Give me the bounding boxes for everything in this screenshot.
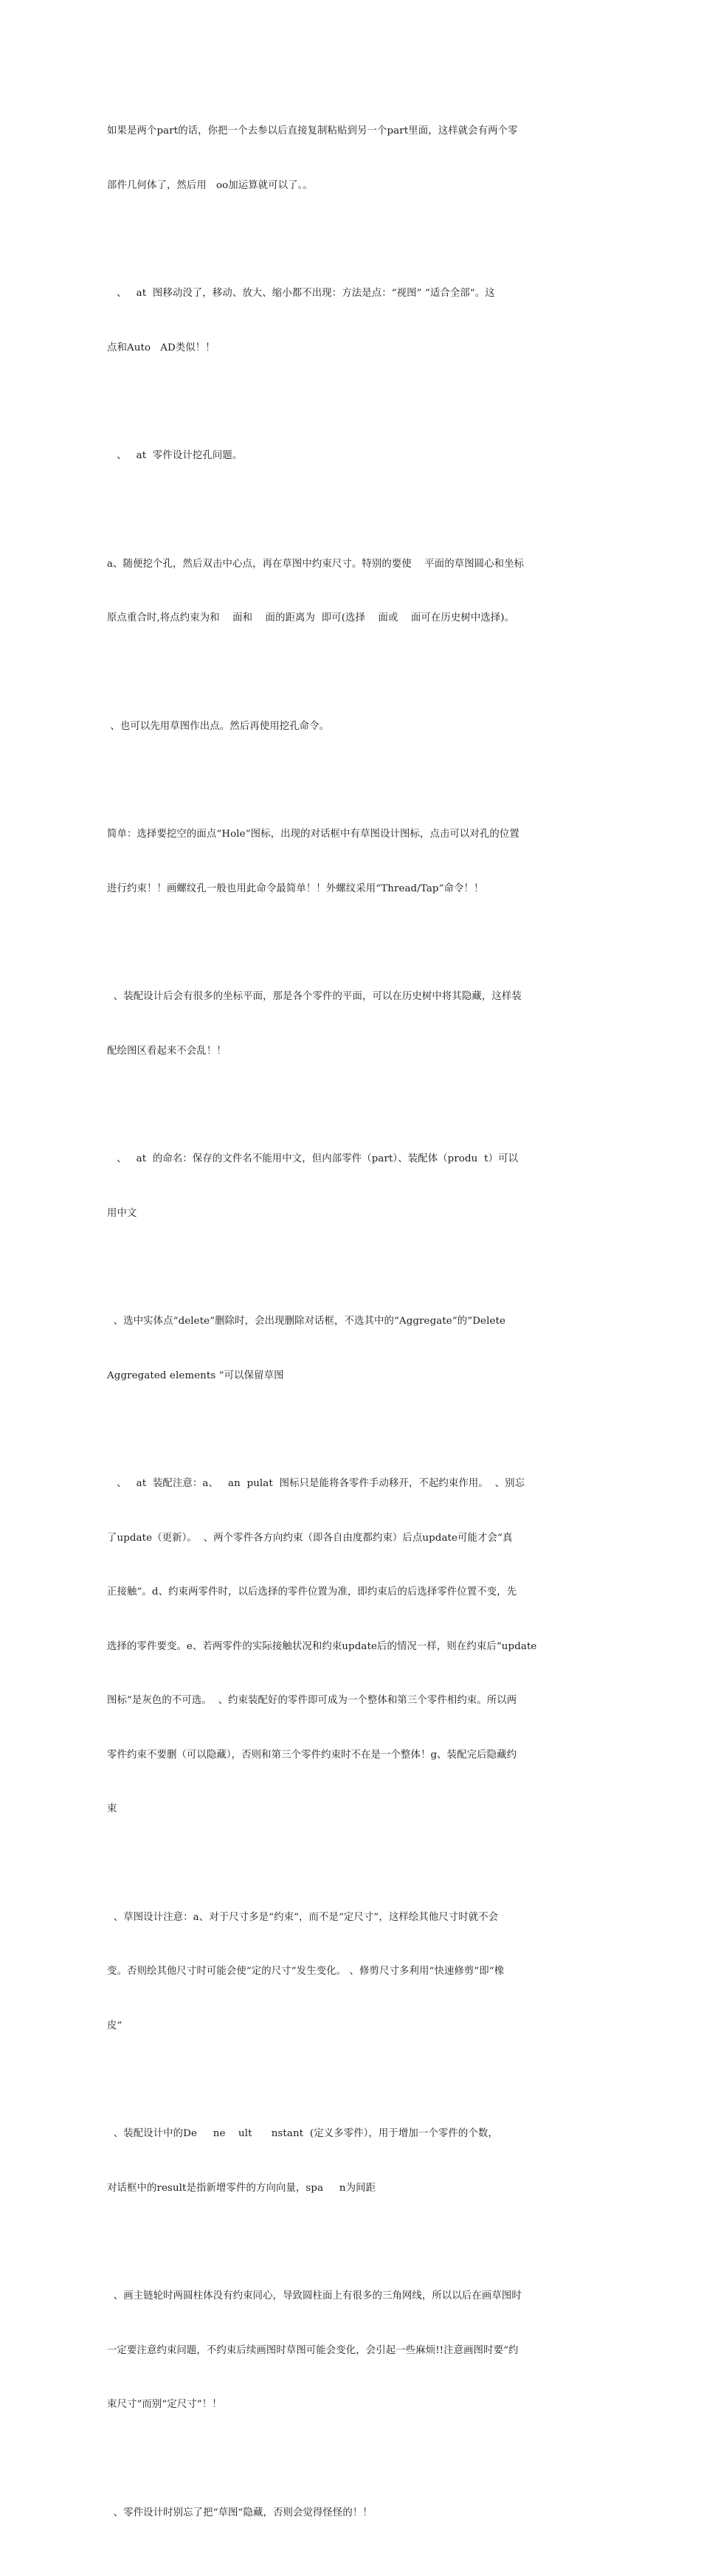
paragraph-line: 选择的零件要变。e、若两零件的实际接触状况和约束update后的情况一样，则在约束后“update — [107, 1640, 537, 1652]
paragraph-line: 、 at 的命名：保存的文件名不能用中文，但内部零件（part）、装配体（produ t）可以 — [107, 1153, 519, 1164]
paragraph-11 — [107, 1873, 597, 2072]
paragraph-line: 束尺寸”而别“定尺寸”！！ — [107, 2399, 222, 2410]
paragraph-6 — [107, 790, 597, 934]
paragraph-8 — [107, 1114, 597, 1259]
paragraph-line: 点和Auto AD类似！！ — [107, 342, 215, 353]
paragraph-line: 正接触”。d、约束两零件时，以后选择的零件位置为准，即约束后的后选择零件位置不变，先 — [107, 1586, 517, 1598]
paragraph-line: 、零件设计时别忘了把“草图”隐藏，否则会觉得怪怪的！！ — [107, 2507, 373, 2518]
paragraph-4 — [107, 519, 597, 664]
paragraph-line: 、草图设计注意：a、对于尺寸多是“约束”，而不是“定尺寸”，这样绘其他尺寸时就不会 — [107, 1911, 499, 1923]
paragraph-line: 简单：选择要挖空的面点“Hole”图标，出现的对话框中有草图设计图标，点击可以对孔的位置 — [107, 829, 519, 840]
paragraph-line: 图标”是灰色的不可选。 、约束装配好的零件即可成为一个整体和第三个零件相约束。所以两 — [107, 1695, 517, 1706]
paragraph-line: 、画主链轮时两圆柱体没有约束同心，导致圆柱面上有很多的三角网线，所以以后在画草图时 — [107, 2290, 522, 2302]
paragraph-2 — [107, 249, 597, 393]
paragraph-line: 进行约束！！画螺纹孔一般也用此命令最简单！！外螺纹采用“Thread/Tap”命令！！ — [107, 883, 484, 894]
paragraph-line: 、 at 装配注意：a、 an pulat 图标只是能将各零件手动移开，不起约束作用。 、别忘 — [107, 1478, 525, 1489]
paragraph-line: 、装配设计后会有很多的坐标平面，那是各个零件的平面，可以在历史树中将其隐藏，这样装 — [107, 991, 522, 1002]
paragraph-line: a、随便挖个孔，然后双击中心点，再在草图中约束尺寸。特别的要使 平面的草图圆心和坐标 — [107, 558, 525, 570]
paragraph-line: 配绘图区看起来不会乱！！ — [107, 1045, 227, 1057]
paragraph-line: 、选中实体点“delete”删除时，会出现删除对话框，不选其中的“Aggregate”的“Delete — [107, 1316, 505, 1327]
paragraph-line: 皮” — [107, 2020, 122, 2031]
paragraph-line: 部件几何体了，然后用 oo加运算就可以了。。 — [107, 179, 314, 191]
paragraph-5 — [107, 682, 597, 773]
paragraph-13 — [107, 2251, 597, 2451]
paragraph-line: 、也可以先用草图作出点。然后再使用挖孔命令。 — [107, 720, 330, 732]
document-page — [107, 86, 597, 2576]
paragraph-line: 原点重合时,将点约束为和 面和 面的距离为 即可(选择 面或 面可在历史树中选择)。 — [107, 612, 515, 624]
paragraph-line: Aggregated elements ”可以保留草图 — [107, 1370, 284, 1381]
paragraph-9 — [107, 1277, 597, 1421]
paragraph-line: 如果是两个part的话，你把一个去参以后直接复制粘贴到另一个part里面，这样就会有两个零 — [107, 125, 518, 137]
paragraph-1 — [107, 86, 597, 231]
paragraph-7 — [107, 952, 597, 1097]
paragraph-line: 一定要注意约束问题，不约束后续画图时草图可能会变化，会引起一些麻烦!!注意画图时要“约 — [107, 2344, 519, 2356]
paragraph-line: 对话框中的result是指新增零件的方向向量，spa n为间距 — [107, 2182, 376, 2194]
paragraph-10 — [107, 1439, 597, 1855]
paragraph-line: 、 at 零件设计挖孔问题。 — [107, 450, 243, 461]
paragraph-line: 变。否则绘其他尺寸时可能会使“定的尺寸”发生变化。 、修剪尺寸多利用“快速修剪”即“橡 — [107, 1966, 505, 1977]
paragraph-3 — [107, 411, 597, 502]
paragraph-12 — [107, 2089, 597, 2234]
paragraph-line: 零件约束不要删（可以隐藏），否则和第三个零件约束时不在是一个整体！g、装配完后隐藏约 — [107, 1749, 517, 1761]
paragraph-line: 用中文 — [107, 1207, 137, 1219]
paragraph-line: 、 at 图移动没了，移动、放大、缩小都不出现：方法是点：“视图” “适合全部”。这 — [107, 288, 495, 299]
paragraph-14 — [107, 2468, 597, 2559]
paragraph-line: 了update（更新）。 、两个零件各方向约束（即各自由度都约束）后点update可能才会“真 — [107, 1532, 513, 1544]
paragraph-line: 、装配设计中的De ne ult nstant (定义多零件），用于增加一个零件的个数， — [107, 2128, 498, 2139]
paragraph-line: 束 — [107, 1803, 117, 1814]
